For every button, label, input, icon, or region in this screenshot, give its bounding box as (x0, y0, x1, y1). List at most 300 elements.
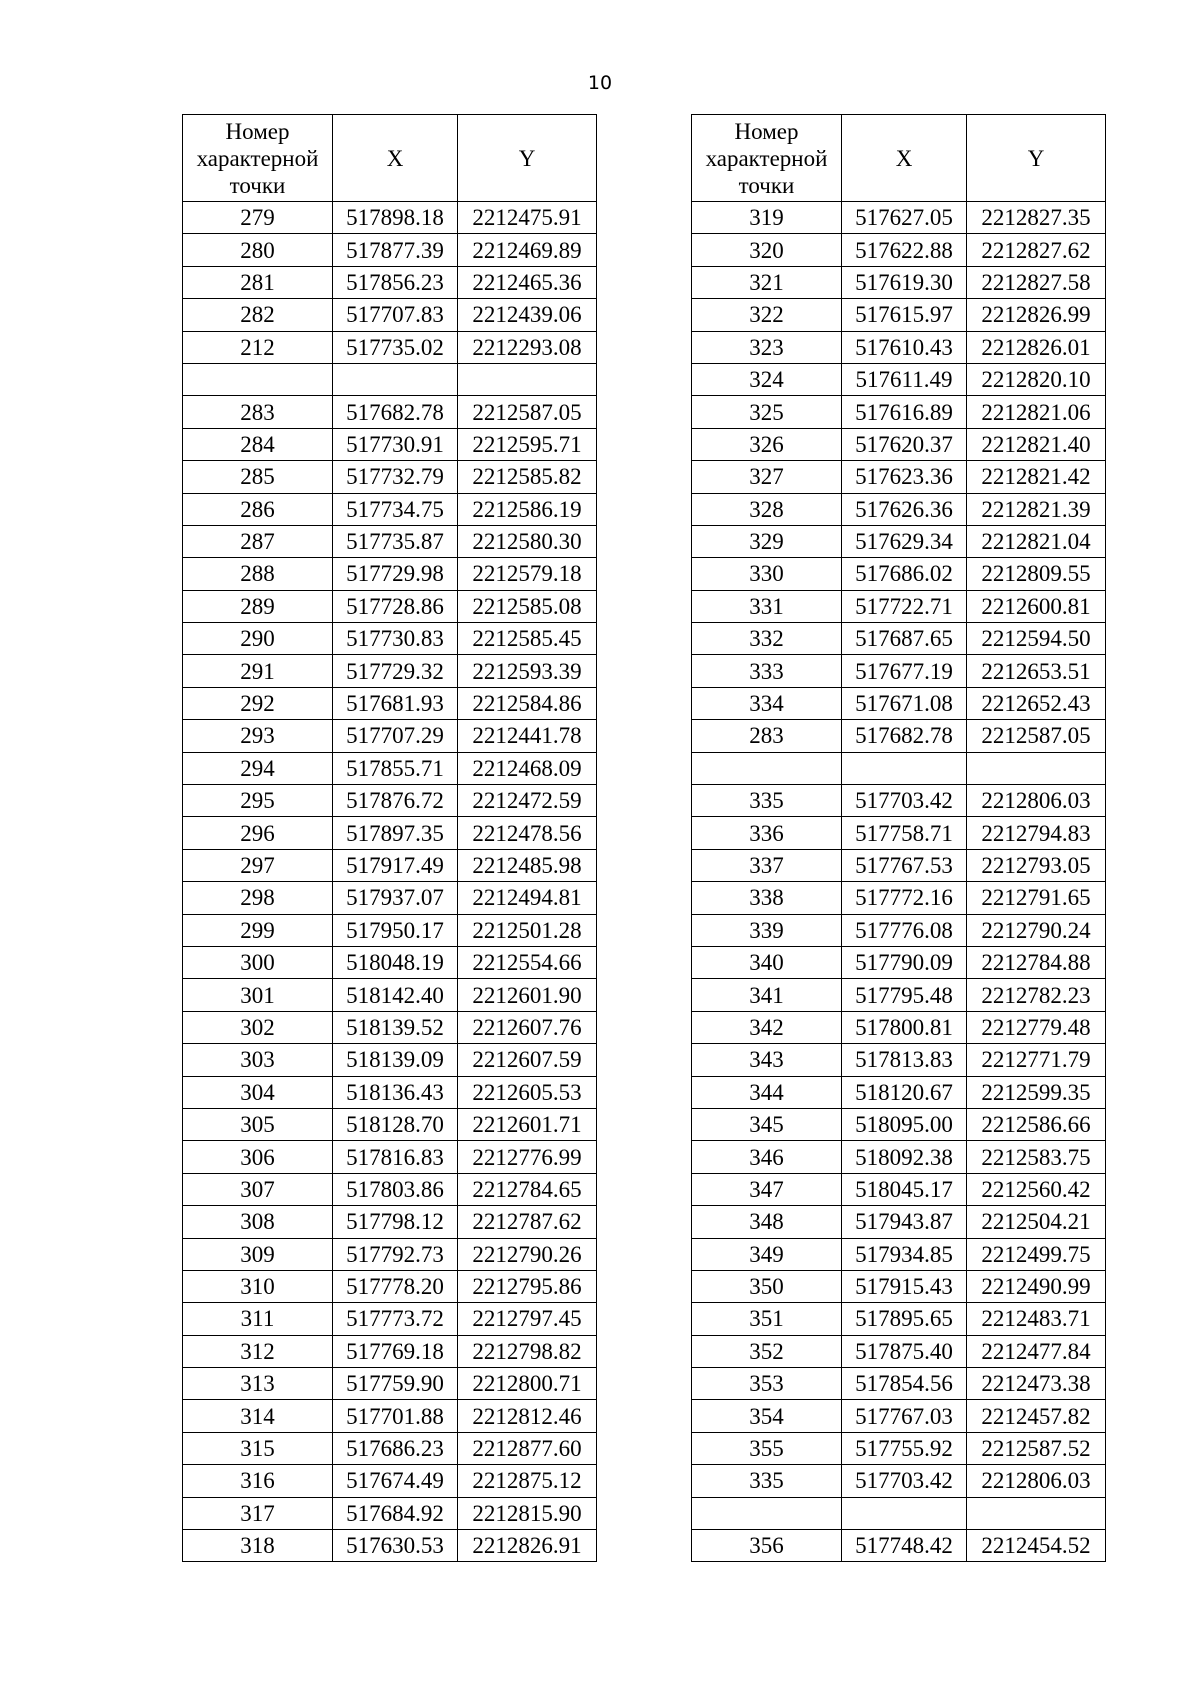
cell-x: 517703.42 (842, 1465, 967, 1497)
cell-y: 2212468.09 (458, 752, 597, 784)
table-row (183, 1011, 597, 1043)
cell-point-number: 339 (692, 914, 842, 946)
cell-x: 517767.03 (842, 1400, 967, 1432)
cell-point-number: 352 (692, 1335, 842, 1367)
cell-y: 2212809.55 (967, 558, 1106, 590)
cell-point-number: 340 (692, 946, 842, 978)
table-row (183, 1497, 597, 1529)
cell-point-number: 315 (183, 1432, 333, 1464)
cell-point-number: 348 (692, 1206, 842, 1238)
cell-y: 2212504.21 (967, 1206, 1106, 1238)
table-row (692, 1432, 1106, 1464)
cell-y: 2212776.99 (458, 1141, 597, 1173)
cell-y: 2212586.66 (967, 1108, 1106, 1140)
cell-x: 517729.98 (333, 558, 458, 590)
cell-x: 517620.37 (842, 428, 967, 460)
cell-x: 518045.17 (842, 1173, 967, 1205)
cell-y: 2212587.05 (458, 396, 597, 428)
cell-y: 2212827.62 (967, 234, 1106, 266)
cell-y: 2212821.06 (967, 396, 1106, 428)
cell-point-number: 354 (692, 1400, 842, 1432)
cell-x: 517671.08 (842, 687, 967, 719)
table-row (692, 331, 1106, 363)
cell-y: 2212585.08 (458, 590, 597, 622)
cell-y: 2212560.42 (967, 1173, 1106, 1205)
table-row (692, 1141, 1106, 1173)
cell-y: 2212293.08 (458, 331, 597, 363)
cell-point-number: 324 (692, 363, 842, 395)
cell-x: 517875.40 (842, 1335, 967, 1367)
cell-point-number: 325 (692, 396, 842, 428)
cell-y: 2212469.89 (458, 234, 597, 266)
cell-x: 517758.71 (842, 817, 967, 849)
cell-y: 2212821.04 (967, 525, 1106, 557)
cell-point-number: 308 (183, 1206, 333, 1238)
cell-point-number: 295 (183, 785, 333, 817)
cell-x: 517915.43 (842, 1270, 967, 1302)
table-row (183, 849, 597, 881)
cell-x (333, 363, 458, 395)
cell-point-number: 285 (183, 461, 333, 493)
table-row (183, 1368, 597, 1400)
cell-x: 518120.67 (842, 1076, 967, 1108)
cell-point-number: 279 (183, 202, 333, 234)
table-row (692, 1238, 1106, 1270)
table-row (692, 558, 1106, 590)
cell-x: 518128.70 (333, 1108, 458, 1140)
cell-x (842, 1497, 967, 1529)
cell-point-number: 287 (183, 525, 333, 557)
cell-point-number: 299 (183, 914, 333, 946)
table-row (692, 849, 1106, 881)
table-row (183, 1141, 597, 1173)
cell-y: 2212877.60 (458, 1432, 597, 1464)
cell-point-number: 312 (183, 1335, 333, 1367)
cell-point-number: 310 (183, 1270, 333, 1302)
table-row (183, 785, 597, 817)
cell-y: 2212826.01 (967, 331, 1106, 363)
header-point-number: Номер характерной точки (183, 115, 333, 202)
cell-y: 2212815.90 (458, 1497, 597, 1529)
table-row (692, 687, 1106, 719)
cell-point-number: 350 (692, 1270, 842, 1302)
cell-x: 517897.35 (333, 817, 458, 849)
cell-y: 2212477.84 (967, 1335, 1106, 1367)
table-row (692, 590, 1106, 622)
table-row (692, 914, 1106, 946)
table-row (692, 882, 1106, 914)
cell-y: 2212587.05 (967, 720, 1106, 752)
cell-x: 517748.42 (842, 1530, 967, 1562)
cell-point-number: 355 (692, 1432, 842, 1464)
cell-point-number: 283 (183, 396, 333, 428)
table-row (183, 234, 597, 266)
cell-point-number: 342 (692, 1011, 842, 1043)
cell-y: 2212473.38 (967, 1368, 1106, 1400)
table-row (692, 1173, 1106, 1205)
cell-point-number: 291 (183, 655, 333, 687)
cell-x: 517943.87 (842, 1206, 967, 1238)
cell-y: 2212787.62 (458, 1206, 597, 1238)
cell-point-number: 335 (692, 785, 842, 817)
cell-point-number: 356 (692, 1530, 842, 1562)
cell-x: 517722.71 (842, 590, 967, 622)
cell-x: 517755.92 (842, 1432, 967, 1464)
table-row (183, 979, 597, 1011)
cell-x: 517795.48 (842, 979, 967, 1011)
cell-x: 517734.75 (333, 493, 458, 525)
table-row (692, 1011, 1106, 1043)
cell-y: 2212795.86 (458, 1270, 597, 1302)
cell-point-number: 301 (183, 979, 333, 1011)
cell-y: 2212653.51 (967, 655, 1106, 687)
table-row (183, 461, 597, 493)
cell-y: 2212457.82 (967, 1400, 1106, 1432)
table-row (692, 1400, 1106, 1432)
cell-y: 2212579.18 (458, 558, 597, 590)
cell-point-number: 353 (692, 1368, 842, 1400)
cell-point-number: 298 (183, 882, 333, 914)
cell-x: 517813.83 (842, 1044, 967, 1076)
table-row (183, 1432, 597, 1464)
cell-y: 2212797.45 (458, 1303, 597, 1335)
cell-y: 2212826.99 (967, 299, 1106, 331)
cell-x: 517610.43 (842, 331, 967, 363)
cell-point-number: 337 (692, 849, 842, 881)
table-header (183, 115, 597, 202)
cell-x: 517677.19 (842, 655, 967, 687)
cell-x: 517876.72 (333, 785, 458, 817)
cell-point-number: 331 (692, 590, 842, 622)
cell-point-number: 321 (692, 266, 842, 298)
cell-x: 517856.23 (333, 266, 458, 298)
cell-point-number: 349 (692, 1238, 842, 1270)
table-row (183, 1270, 597, 1302)
table-row (183, 493, 597, 525)
cell-x: 517686.23 (333, 1432, 458, 1464)
cell-y: 2212798.82 (458, 1335, 597, 1367)
cell-y: 2212791.65 (967, 882, 1106, 914)
cell-point-number: 317 (183, 1497, 333, 1529)
table-row (183, 1206, 597, 1238)
table-row (183, 752, 597, 784)
cell-x: 517622.88 (842, 234, 967, 266)
cell-x: 517627.05 (842, 202, 967, 234)
table-row (183, 623, 597, 655)
table-row (692, 493, 1106, 525)
cell-x: 517701.88 (333, 1400, 458, 1432)
table-row (183, 720, 597, 752)
cell-x: 517934.85 (842, 1238, 967, 1270)
cell-y: 2212601.90 (458, 979, 597, 1011)
cell-point-number: 338 (692, 882, 842, 914)
cell-point-number: 293 (183, 720, 333, 752)
cell-x: 518139.09 (333, 1044, 458, 1076)
cell-point-number: 332 (692, 623, 842, 655)
table-body (183, 202, 597, 1562)
cell-point-number: 284 (183, 428, 333, 460)
cell-x: 517729.32 (333, 655, 458, 687)
cell-y: 2212806.03 (967, 1465, 1106, 1497)
table-header (692, 115, 1106, 202)
cell-point-number: 281 (183, 266, 333, 298)
cell-y: 2212465.36 (458, 266, 597, 298)
table-row (183, 266, 597, 298)
cell-y: 2212821.39 (967, 493, 1106, 525)
table-row (183, 1303, 597, 1335)
header-row (183, 115, 597, 202)
cell-point-number: 290 (183, 623, 333, 655)
cell-y: 2212584.86 (458, 687, 597, 719)
cell-x: 517682.78 (842, 720, 967, 752)
cell-y: 2212441.78 (458, 720, 597, 752)
cell-y: 2212821.40 (967, 428, 1106, 460)
coordinates-table-left (182, 114, 597, 1562)
cell-x: 517703.42 (842, 785, 967, 817)
cell-point-number: 307 (183, 1173, 333, 1205)
cell-point-number: 313 (183, 1368, 333, 1400)
cell-point-number: 289 (183, 590, 333, 622)
table-row (183, 299, 597, 331)
table-row (183, 1076, 597, 1108)
cell-y: 2212587.52 (967, 1432, 1106, 1464)
table-row (183, 946, 597, 978)
cell-point-number: 316 (183, 1465, 333, 1497)
cell-x: 518048.19 (333, 946, 458, 978)
cell-y: 2212439.06 (458, 299, 597, 331)
cell-x: 517619.30 (842, 266, 967, 298)
cell-x: 517769.18 (333, 1335, 458, 1367)
cell-y: 2212593.39 (458, 655, 597, 687)
cell-point-number: 306 (183, 1141, 333, 1173)
cell-point-number: 311 (183, 1303, 333, 1335)
cell-point-number: 286 (183, 493, 333, 525)
cell-point-number: 294 (183, 752, 333, 784)
cell-point-number: 334 (692, 687, 842, 719)
cell-point-number: 327 (692, 461, 842, 493)
header-point-number: Номер характерной точки (692, 115, 842, 202)
table-row (183, 1465, 597, 1497)
cell-x: 517937.07 (333, 882, 458, 914)
table-row (183, 687, 597, 719)
cell-y: 2212585.45 (458, 623, 597, 655)
cell-point-number: 346 (692, 1141, 842, 1173)
cell-y: 2212472.59 (458, 785, 597, 817)
cell-y: 2212826.91 (458, 1530, 597, 1562)
header-y: Y (458, 115, 597, 202)
cell-point-number: 314 (183, 1400, 333, 1432)
table-row (692, 202, 1106, 234)
cell-y: 2212600.81 (967, 590, 1106, 622)
cell-x: 517877.39 (333, 234, 458, 266)
cell-x: 517674.49 (333, 1465, 458, 1497)
cell-y: 2212605.53 (458, 1076, 597, 1108)
cell-point-number: 302 (183, 1011, 333, 1043)
cell-y: 2212454.52 (967, 1530, 1106, 1562)
cell-y: 2212583.75 (967, 1141, 1106, 1173)
cell-y: 2212875.12 (458, 1465, 597, 1497)
cell-point-number: 323 (692, 331, 842, 363)
table-row (692, 266, 1106, 298)
cell-x (842, 752, 967, 784)
cell-x: 517778.20 (333, 1270, 458, 1302)
table-row (183, 1108, 597, 1140)
cell-y: 2212478.56 (458, 817, 597, 849)
table-row (183, 914, 597, 946)
cell-x: 517682.78 (333, 396, 458, 428)
cell-y: 2212794.83 (967, 817, 1106, 849)
cell-y: 2212800.71 (458, 1368, 597, 1400)
cell-y: 2212790.24 (967, 914, 1106, 946)
cell-point-number: 304 (183, 1076, 333, 1108)
cell-y: 2212607.76 (458, 1011, 597, 1043)
table-row (183, 1335, 597, 1367)
cell-point-number: 322 (692, 299, 842, 331)
cell-x: 518142.40 (333, 979, 458, 1011)
cell-point-number: 336 (692, 817, 842, 849)
cell-y: 2212652.43 (967, 687, 1106, 719)
table-row (183, 1530, 597, 1562)
cell-x: 517730.91 (333, 428, 458, 460)
table-row (692, 1108, 1106, 1140)
cell-point-number: 330 (692, 558, 842, 590)
cell-x: 517730.83 (333, 623, 458, 655)
cell-y: 2212784.65 (458, 1173, 597, 1205)
cell-y: 2212812.46 (458, 1400, 597, 1432)
cell-y: 2212820.10 (967, 363, 1106, 395)
cell-x: 517623.36 (842, 461, 967, 493)
table-row (692, 752, 1106, 784)
header-x: X (333, 115, 458, 202)
cell-point-number: 351 (692, 1303, 842, 1335)
cell-y: 2212806.03 (967, 785, 1106, 817)
cell-y: 2212779.48 (967, 1011, 1106, 1043)
table-row (183, 882, 597, 914)
cell-y: 2212827.35 (967, 202, 1106, 234)
cell-point-number: 300 (183, 946, 333, 978)
table-row (692, 817, 1106, 849)
cell-x: 517687.65 (842, 623, 967, 655)
table-row (692, 461, 1106, 493)
cell-x: 517626.36 (842, 493, 967, 525)
cell-x: 517616.89 (842, 396, 967, 428)
cell-x: 517684.92 (333, 1497, 458, 1529)
cell-point-number: 318 (183, 1530, 333, 1562)
cell-x: 517854.56 (842, 1368, 967, 1400)
cell-x: 517629.34 (842, 525, 967, 557)
table-row (692, 1368, 1106, 1400)
header-row (692, 115, 1106, 202)
cell-x: 517816.83 (333, 1141, 458, 1173)
cell-y: 2212790.26 (458, 1238, 597, 1270)
cell-x: 517790.09 (842, 946, 967, 978)
cell-y (458, 363, 597, 395)
cell-y: 2212601.71 (458, 1108, 597, 1140)
cell-point-number: 333 (692, 655, 842, 687)
coordinates-table-right (691, 114, 1106, 1562)
cell-point-number: 343 (692, 1044, 842, 1076)
cell-x: 517615.97 (842, 299, 967, 331)
table-row (692, 720, 1106, 752)
cell-x: 517732.79 (333, 461, 458, 493)
cell-x: 518092.38 (842, 1141, 967, 1173)
cell-y: 2212586.19 (458, 493, 597, 525)
cell-x: 517735.02 (333, 331, 458, 363)
cell-x: 517707.29 (333, 720, 458, 752)
cell-x: 517950.17 (333, 914, 458, 946)
cell-y: 2212475.91 (458, 202, 597, 234)
cell-x: 517735.87 (333, 525, 458, 557)
table-row (183, 396, 597, 428)
cell-point-number: 309 (183, 1238, 333, 1270)
cell-y (967, 1497, 1106, 1529)
table-row (183, 1400, 597, 1432)
cell-point-number: 288 (183, 558, 333, 590)
table-row (183, 1173, 597, 1205)
cell-point-number: 329 (692, 525, 842, 557)
page-number: 10 (587, 72, 613, 94)
table-row (183, 363, 597, 395)
cell-point-number: 320 (692, 234, 842, 266)
cell-x: 517917.49 (333, 849, 458, 881)
cell-y: 2212784.88 (967, 946, 1106, 978)
cell-point-number: 297 (183, 849, 333, 881)
table-row (183, 525, 597, 557)
cell-y: 2212594.50 (967, 623, 1106, 655)
table-row (692, 1465, 1106, 1497)
cell-point-number: 344 (692, 1076, 842, 1108)
cell-x: 517800.81 (842, 1011, 967, 1043)
table-row (692, 623, 1106, 655)
cell-x: 517707.83 (333, 299, 458, 331)
cell-x: 517898.18 (333, 202, 458, 234)
cell-point-number: 345 (692, 1108, 842, 1140)
cell-y: 2212499.75 (967, 1238, 1106, 1270)
cell-y: 2212483.71 (967, 1303, 1106, 1335)
cell-x: 517776.08 (842, 914, 967, 946)
cell-point-number: 326 (692, 428, 842, 460)
cell-y: 2212782.23 (967, 979, 1106, 1011)
table-row (692, 1206, 1106, 1238)
cell-point-number (183, 363, 333, 395)
table-row (183, 590, 597, 622)
table-row (692, 1270, 1106, 1302)
cell-y: 2212494.81 (458, 882, 597, 914)
header-y: Y (967, 115, 1106, 202)
table-row (183, 1238, 597, 1270)
cell-point-number: 303 (183, 1044, 333, 1076)
cell-point-number (692, 752, 842, 784)
cell-x: 517772.16 (842, 882, 967, 914)
cell-point-number: 212 (183, 331, 333, 363)
cell-point-number: 341 (692, 979, 842, 1011)
cell-x: 517895.65 (842, 1303, 967, 1335)
cell-x: 518139.52 (333, 1011, 458, 1043)
cell-x: 517630.53 (333, 1530, 458, 1562)
cell-x: 517681.93 (333, 687, 458, 719)
cell-point-number: 328 (692, 493, 842, 525)
cell-y: 2212599.35 (967, 1076, 1106, 1108)
table-row (692, 396, 1106, 428)
table-row (692, 785, 1106, 817)
header-x: X (842, 115, 967, 202)
cell-y: 2212485.98 (458, 849, 597, 881)
cell-y: 2212827.58 (967, 266, 1106, 298)
cell-point-number: 335 (692, 1465, 842, 1497)
cell-point-number: 280 (183, 234, 333, 266)
table-row (692, 1497, 1106, 1529)
table-row (692, 363, 1106, 395)
